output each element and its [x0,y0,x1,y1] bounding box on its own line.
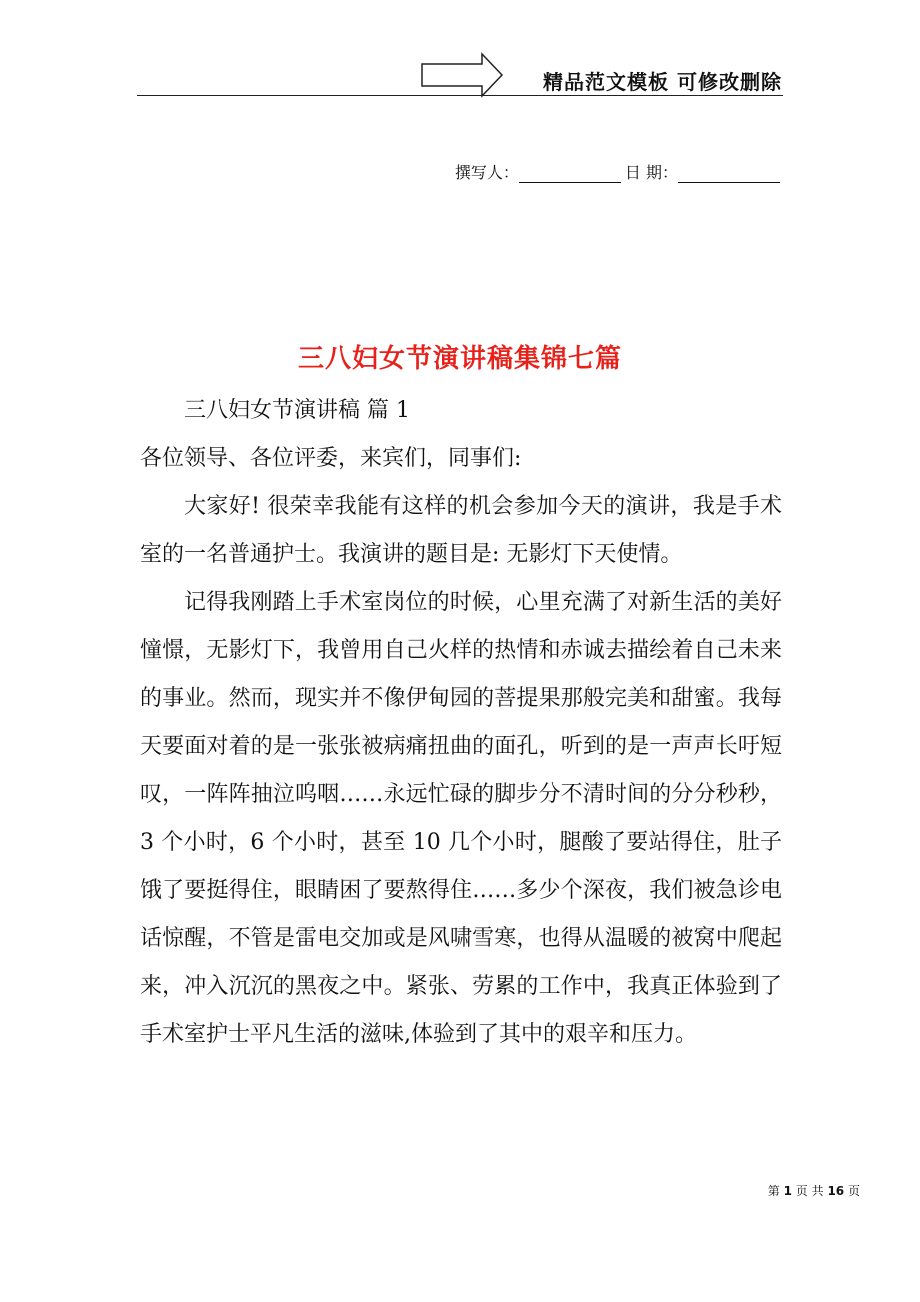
document-body [140,387,782,1059]
page-number: 第 1 页 共 16 页 [767,1184,860,1198]
arrow-right-icon [420,52,506,98]
date-blank [678,164,780,183]
section-subtitle: 三八妇女节演讲稿 篇 1 [184,398,410,423]
paragraph: 大家好! 很荣幸我能有这样的机会参加今天的演讲，我是手术室的一名普通护士。我演讲的题目是: 无影灯下天使情。 [140,494,782,567]
paragraph: 记得我刚踏上手术室岗位的时候，心里充满了对新生活的美好憧憬，无影灯下，我曾用自己火样的热情和赤诚去描绘着自己未来的事业。然而，现实并不像伊甸园的菩提果那般完美和甜蜜。我每天要面对着的是一张张被病痛扭曲的面孔，听到的是一声声长吁短叹，一阵阵抽泣呜咽……永远忙碌的脚步分不清时间的分分秒秒，3 个小时，6 个小时，甚至 10 几个小时，腿酸了要站得住，肚子饿了要挺得住，眼睛困了要熬得住……多少个深夜，我们被急诊电话惊醒，不管是雷电交加或是风啸雪寒，也得从温暖的被窝中爬起来，冲入沉沉的黑夜之中。紧张、劳累的工作中，我真正体验到了手术室护士平凡生活的滋味,体验到了其中的艰辛和压力。 [140,590,782,1047]
header-banner: 精品范文模板 可修改删除 [543,70,782,94]
document-title: 三八妇女节演讲稿集锦七篇 [297,344,622,374]
author-blank [519,164,621,183]
header-divider [137,95,783,96]
current-page: 1 [783,1184,792,1198]
total-pages: 16 [827,1184,845,1198]
date-label: 日 期： [624,163,678,182]
author-date-row [455,160,780,183]
salutation: 各位领导、各位评委，来宾们，同事们: [140,446,522,471]
author-label: 撰写人： [454,163,519,182]
